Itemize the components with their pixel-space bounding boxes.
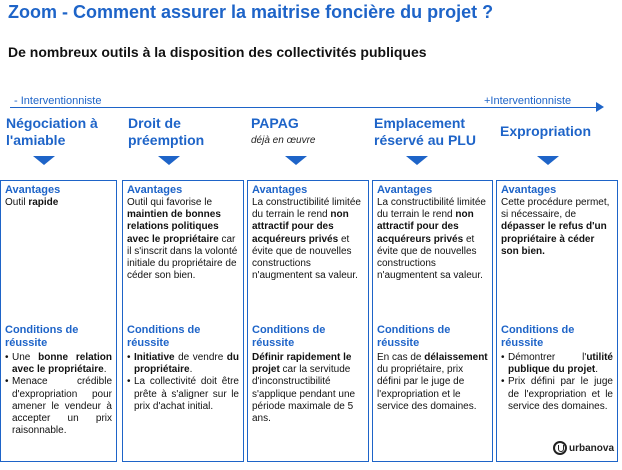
column-heading-line: Expropriation [500, 123, 592, 139]
urbanova-logo-icon [553, 441, 567, 455]
column-heading-line: préemption [128, 132, 205, 148]
condition-item [5, 352, 112, 376]
conditions-label: Conditions de réussite [127, 324, 201, 349]
card-expropriation [496, 180, 618, 462]
advantages-label: Avantages [377, 184, 433, 196]
column-heading-line: Emplacement [374, 115, 466, 131]
text-run: de vendre [174, 352, 227, 363]
column-heading-line: l'amiable [6, 132, 66, 148]
text-run: La collectivité doit être prête à s'aligner sur le prix d'achat initial. [134, 376, 239, 412]
conditions-section [127, 324, 239, 413]
conditions-text [252, 352, 364, 425]
column-heading-line: Négociation à [6, 115, 98, 131]
text-run: . [595, 364, 598, 376]
page-subtitle: De nombreux outils à la disposition des collectivités publiques [8, 44, 427, 60]
triangle-down-icon [285, 156, 307, 165]
conditions-label: Conditions de réussite [501, 324, 575, 349]
column-heading-line: Droit de [128, 115, 181, 131]
bold-text: bonne relation avec le propriétaire [12, 352, 112, 376]
text-run: Menace crédible d'expropriation pour amener le vendeur à accepter un prix raisonnable. [12, 376, 112, 437]
page-title: Zoom - Comment assurer la maitrise foncière du projet ? [8, 2, 494, 22]
triangle-down-icon [537, 156, 559, 165]
column-heading-emplacement [374, 115, 476, 149]
text-run: Prix défini par le juge de l'expropriation et le service des domaines. [508, 376, 613, 412]
conditions-list [127, 352, 239, 413]
intervention-scale-arrow [10, 107, 600, 108]
text-run: Démontrer l' [508, 352, 587, 363]
text-run: car la servitude d'inconstructibilité s'applique pendant une période maximale de 5 ans. [252, 364, 356, 425]
bold-text: rapide [28, 197, 59, 208]
advantages-label: Avantages [5, 184, 61, 196]
text-run: et évite que de nouvelles constructions n'augmentent sa valeur. [252, 233, 358, 282]
bold-text: non attractif pour des acquéreurs privés [252, 209, 349, 245]
text-run: car il s'inscrit dans la volonté initiale du propriétaire de céder son bien. [127, 233, 238, 282]
column-heading-preemption [128, 115, 204, 149]
bold-text: Initiative [134, 352, 175, 363]
condition-item [501, 376, 613, 413]
card-negociation [0, 180, 117, 462]
advantages-text [5, 197, 112, 209]
scale-label-less-interventionist: - Interventionniste [14, 95, 102, 107]
conditions-text [377, 352, 488, 413]
conditions-label: Conditions de réussite [5, 324, 79, 349]
urbanova-logo [553, 441, 614, 455]
column-heading-papag [251, 115, 315, 146]
bold-text: délaissement [424, 352, 488, 363]
conditions-list [5, 352, 112, 437]
text-run: . [189, 364, 193, 376]
advantages-text [127, 197, 239, 282]
bold-text: maintien de bonnes relations politiques avec le propriétaire [127, 209, 221, 245]
bold-text: utilité publique du projet [508, 352, 613, 376]
text-run: La constructibilité limitée du terrain le rend [252, 197, 361, 221]
advantages-label: Avantages [501, 184, 557, 196]
column-heading-negociation [6, 115, 98, 149]
bold-text: Définir rapidement le projet [252, 352, 352, 376]
arrow-head-icon [596, 102, 604, 112]
conditions-label: Conditions de réussite [377, 324, 451, 349]
column-heading-line: réservé au PLU [374, 132, 476, 148]
bold-text: dépasser le refus d'un propriétaire à céder son bien. [501, 221, 607, 257]
text-run: En cas de [377, 352, 425, 363]
text-run: Cette procédure permet, si nécessaire, de [501, 197, 610, 221]
conditions-list [501, 352, 613, 413]
text-run: . [103, 364, 107, 376]
card-emplacement [372, 180, 493, 462]
conditions-section [5, 324, 112, 437]
advantages-label: Avantages [252, 184, 308, 196]
column-note: déjà en œuvre [251, 135, 316, 146]
text-run: du propriétaire, prix défini par le juge de l'expropriation et le service des domaines. [377, 364, 477, 412]
text-run: et évite que de nouvelles constructions n'augmentent sa valeur. [377, 233, 483, 282]
text-run: Une [12, 352, 39, 363]
conditions-section [377, 324, 488, 413]
conditions-section [252, 324, 364, 425]
advantages-text [252, 197, 364, 282]
bold-text: du propriétaire [134, 352, 239, 376]
bold-text: non attractif pour des acquéreurs privés [377, 209, 474, 245]
column-heading-expropriation [500, 123, 591, 140]
logo-text: urbanova [569, 442, 615, 454]
condition-item [127, 352, 239, 376]
advantages-text [377, 197, 488, 282]
triangle-down-icon [158, 156, 180, 165]
advantages-label: Avantages [127, 184, 183, 196]
triangle-down-icon [406, 156, 428, 165]
triangle-down-icon [33, 156, 55, 165]
text-run: Outil [5, 197, 29, 208]
text-run: Outil qui favorise le [127, 197, 213, 208]
conditions-label: Conditions de réussite [252, 324, 326, 349]
advantages-text [501, 197, 613, 258]
condition-item [501, 352, 613, 376]
scale-label-more-interventionist: +Interventionniste [484, 95, 572, 107]
text-run: La constructibilité limitée du terrain le rend [377, 197, 486, 221]
condition-item [127, 376, 239, 413]
conditions-section [501, 324, 613, 413]
condition-item [5, 376, 112, 437]
card-preemption [122, 180, 244, 462]
card-papag [247, 180, 369, 462]
column-heading-line: PAPAG [251, 115, 299, 131]
